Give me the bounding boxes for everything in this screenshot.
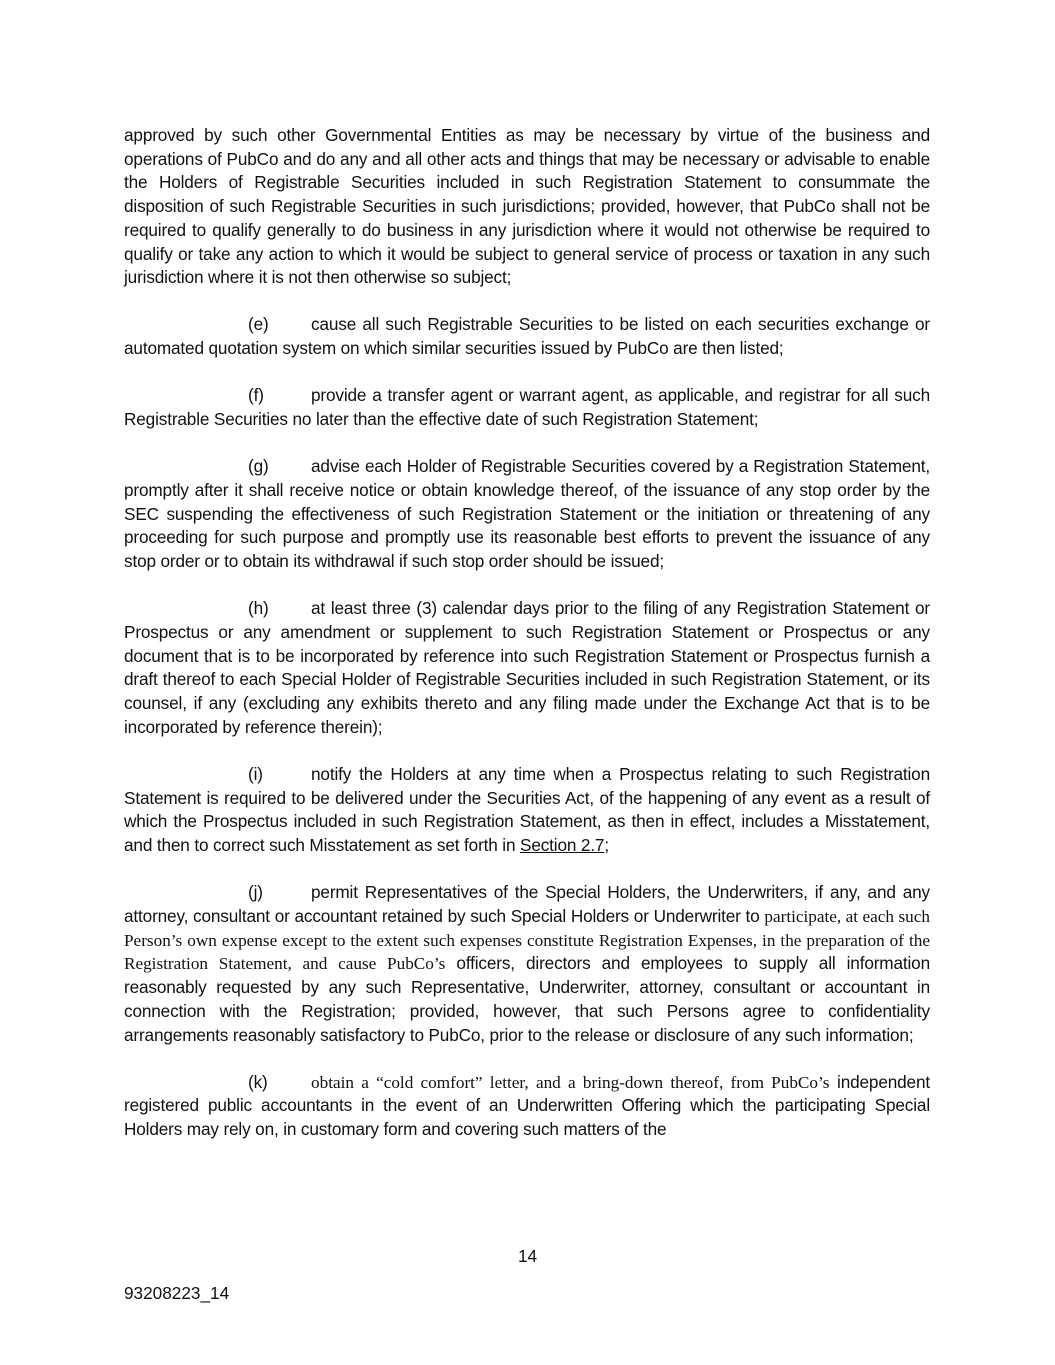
paragraph-e	[124, 313, 930, 360]
paragraph-label: (h)	[248, 598, 269, 619]
paragraph-g	[124, 455, 930, 574]
paragraph-label: (i)	[248, 763, 263, 784]
paragraph-label: (f)	[248, 385, 264, 406]
paragraph-text-continued: officers, directors and employees to supply all information reasonably requested by any such Representative, Underwriter, attorney, consultant or accountant in connection with the Registration; provided, however, that such Persons agree to confidentiality arrangements reasonably satisfactory to PubCo, prior to the release or disclosure of any such information;	[124, 953, 930, 1045]
paragraph-i	[124, 763, 930, 858]
paragraph-text-continued: independent registered public accountants in the event of an Underwritten Offering which the participating Special Holders may rely on, in customary form and covering such matters of the	[124, 1071, 930, 1140]
paragraph-text: at least three (3) calendar days prior to the filing of any Registration Statement or Prospectus or any amendment or supplement to such Registration Statement or Prospectus or any document that is to be incorporated by reference into such Registration Statement or Prospectus furnish a draft thereof to each Special Holder of Registrable Securities included in such Registration Statement, or its counsel, if any (excluding any exhibits thereto and any filing made under the Exchange Act that is to be incorporated by reference therein);	[124, 598, 930, 737]
document-id: 93208223_14	[124, 1283, 230, 1303]
paragraph-f	[124, 384, 930, 431]
paragraph-label: (e)	[248, 314, 269, 335]
paragraph-text: provide a transfer agent or warrant agent, as applicable, and registrar for all such Registrable Securities no later than the effective date of such Registration Statement;	[124, 385, 930, 430]
section-cross-reference-link[interactable]: Section 2.7	[520, 835, 605, 856]
paragraph-j	[124, 881, 930, 1047]
paragraph-label: (k)	[248, 1071, 268, 1092]
paragraph-text: cause all such Registrable Securities to be listed on each securities exchange or automated quotation system on which similar securities issued by PubCo are then listed;	[124, 314, 930, 359]
page-number: 14	[517, 1246, 538, 1266]
paragraph-k	[124, 1071, 930, 1142]
paragraph-text-end: ;	[604, 835, 609, 856]
opening-paragraph: approved by such other Governmental Entities as may be necessary by virtue of the business and operations of PubCo and do any and all other acts and things that may be necessary or advisable to enable the Holders of Registrable Securities included in such Registration Statement to consummate the disposition of such Registrable Securities in such jurisdictions; provided, however, that PubCo shall not be required to qualify generally to do business in any jurisdiction where it would not otherwise be required to qualify or take any action to which it would be subject to general service of process or taxation in any such jurisdiction where it is not then otherwise so subject;	[124, 125, 930, 288]
paragraph-text-serif: participate, at each such Person’s own expense except to the extent such expenses constitute Registration Expenses, in the preparation of the Registration Statement, and cause PubCo’s	[124, 906, 930, 974]
paragraph-text: permit Representatives of the Special Holders, the Underwriters, if any, and any attorney, consultant or accountant retained by such Special Holders or Underwriter to	[124, 882, 930, 926]
paragraph-text: notify the Holders at any time when a Prospectus relating to such Registration Statement is required to be delivered under the Securities Act, of the happening of any event as a result of which the Prospectus included in such Registration Statement, as then in effect, includes a Misstatement, and then to correct such Misstatement as set forth in	[124, 763, 930, 856]
paragraph-text: advise each Holder of Registrable Securities covered by a Registration Statement, promptly after it shall receive notice or obtain knowledge thereof, of the issuance of any stop order by the SEC suspending the effectiveness of such Registration Statement or the initiation or threatening of any proceeding for such purpose and promptly use its reasonable best efforts to prevent the issuance of any stop order or to obtain its withdrawal if such stop order should be issued;	[124, 456, 930, 572]
paragraph-h	[124, 597, 930, 739]
document-body	[124, 124, 930, 1142]
paragraph-label: (g)	[248, 456, 269, 477]
paragraph-label: (j)	[248, 882, 263, 903]
paragraph-text-serif: obtain a “cold comfort” letter, and a bring-down thereof, from PubCo’s	[311, 1072, 830, 1092]
